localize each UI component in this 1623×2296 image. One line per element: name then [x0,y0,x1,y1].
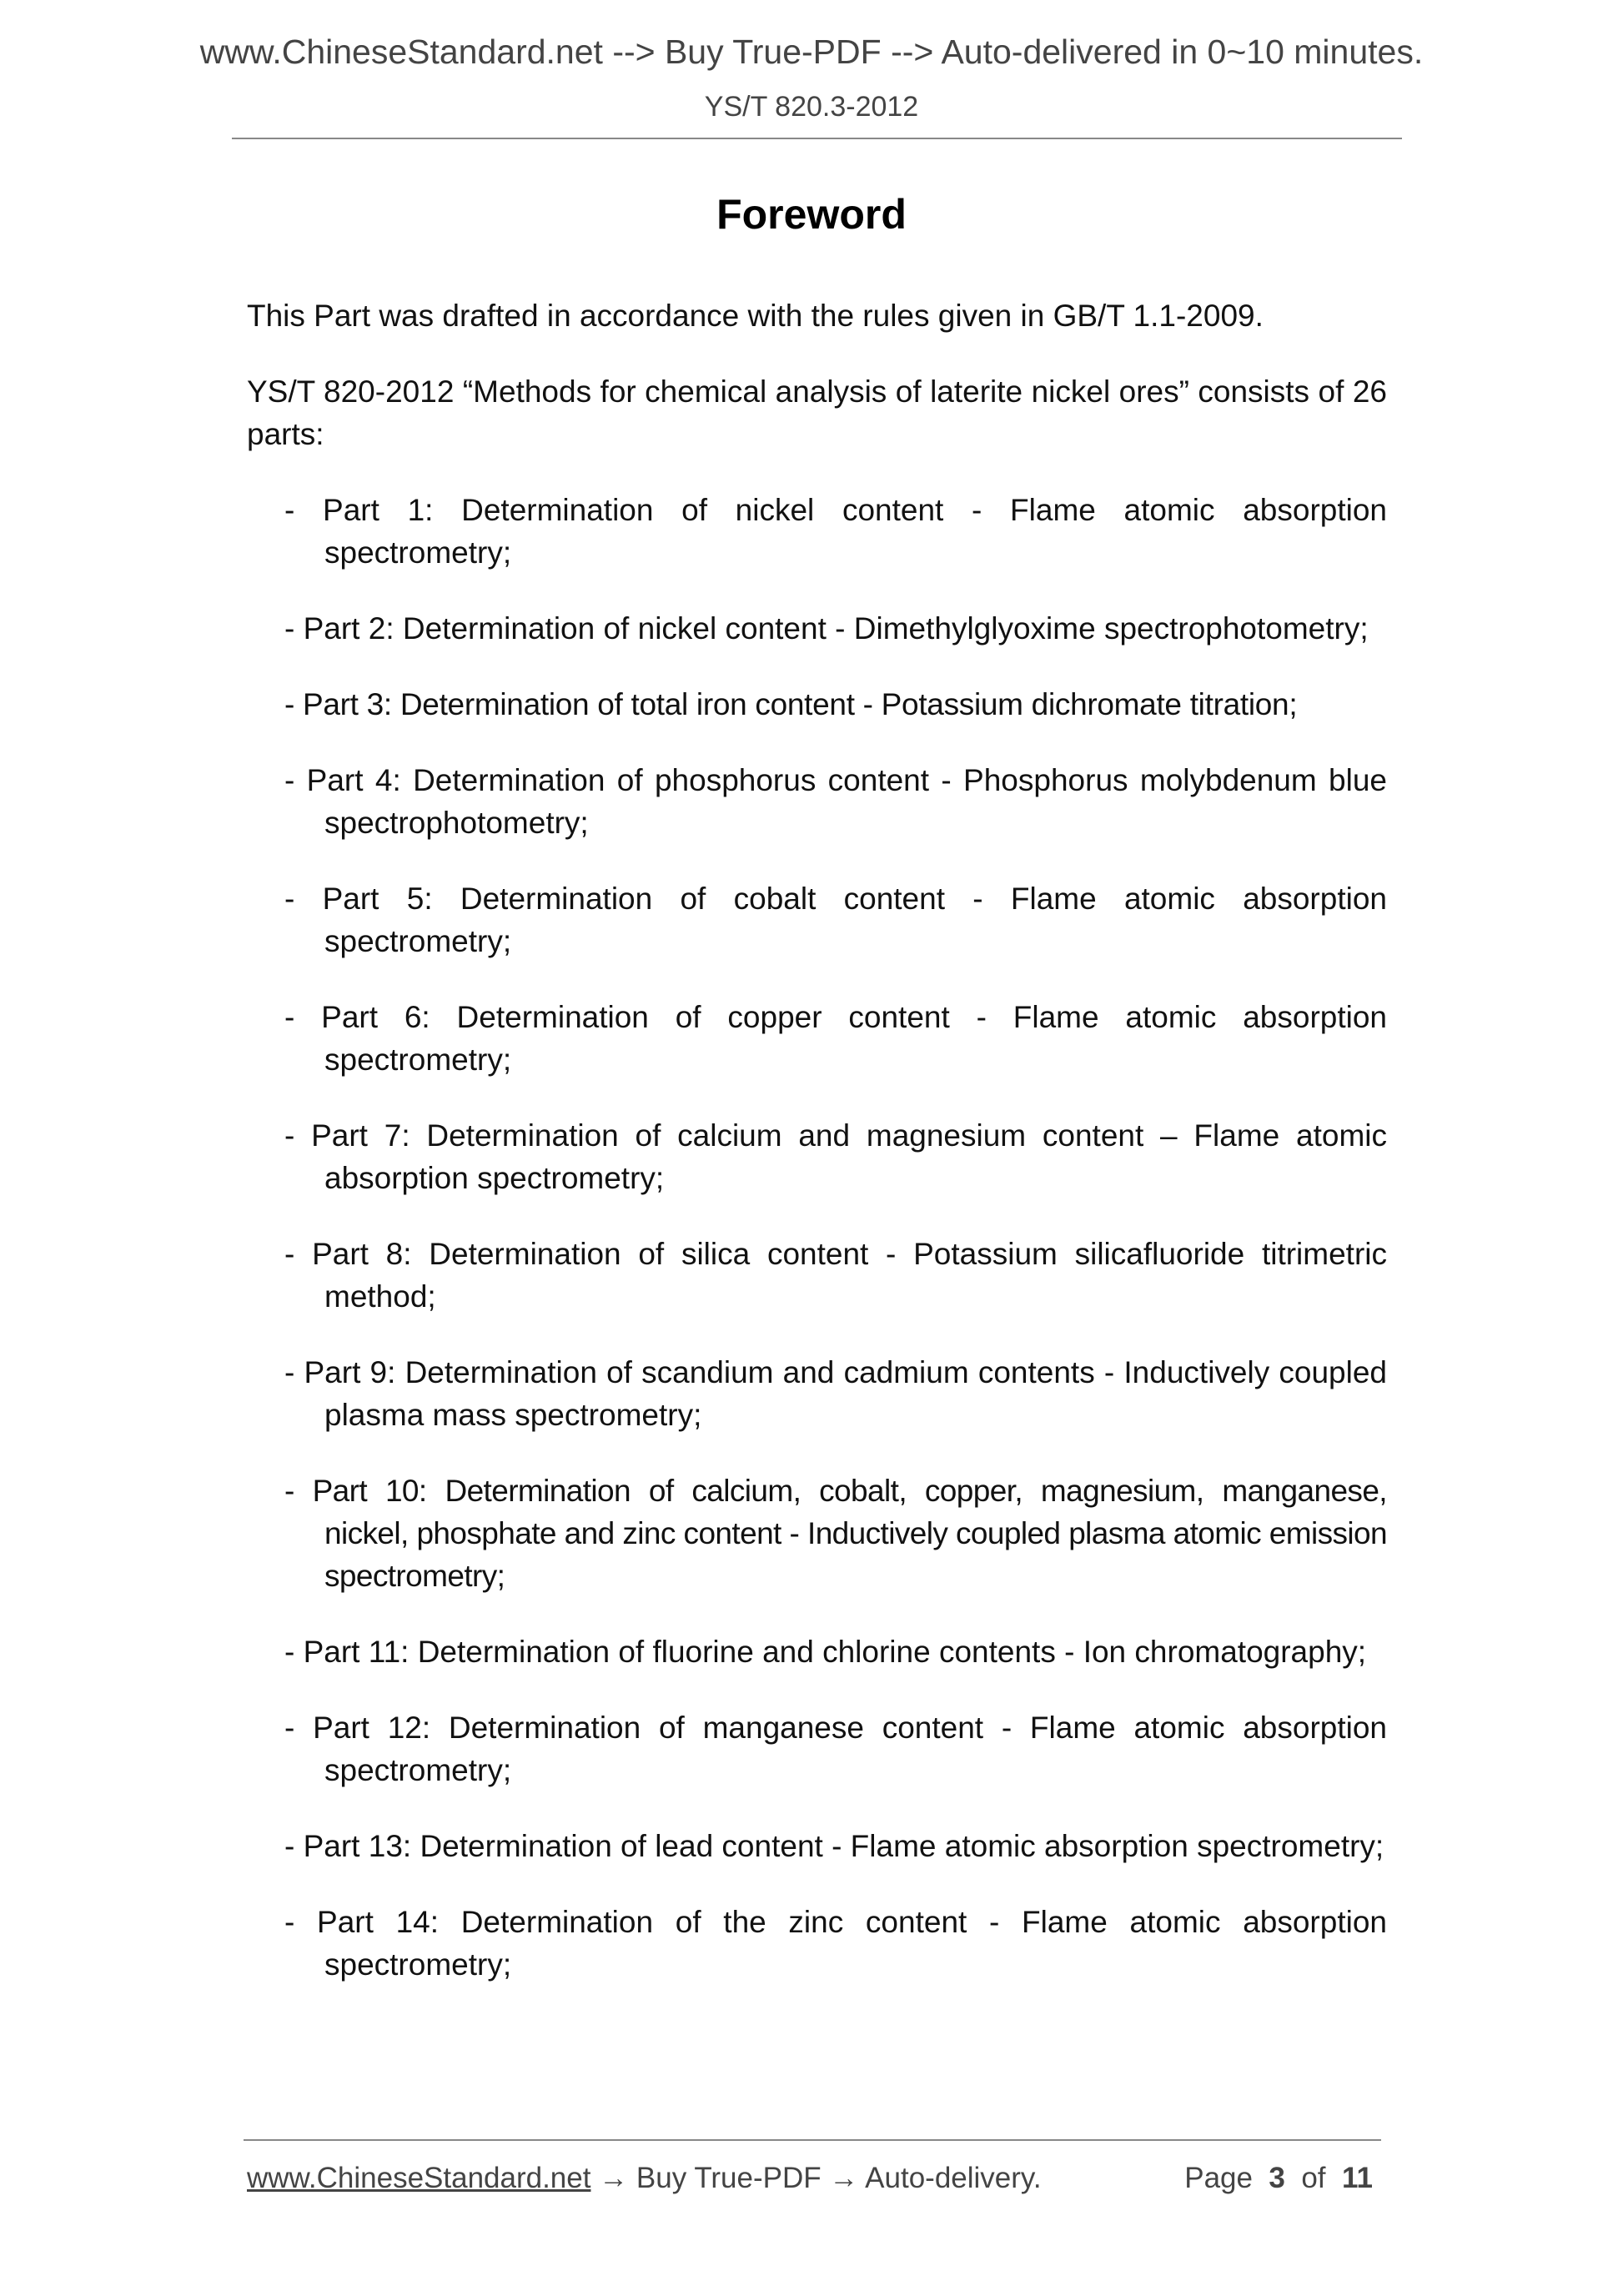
footer-left [247,2162,1042,2195]
list-item: - Part 11: Determination of fluorine and chlorine contents - Ion chromatography; [284,1635,1367,1669]
intro-paragraph: YS/T 820-2012 “Methods for chemical analysis of laterite nickel ores” consists of 26 parts: [247,374,1387,451]
list-item: - Part 6: Determination of copper content - Flame atomic absorption spectrometry; [284,1000,1387,1077]
header-divider [232,138,1402,139]
list-item: - Part 9: Determination of scandium and cadmium contents - Inductively coupled plasma mass spectrometry; [284,1355,1387,1432]
list-item: - Part 3: Determination of total iron content - Potassium dichromate titration; [284,687,1298,721]
page-total: 11 [1342,2162,1373,2194]
list-item: - Part 5: Determination of cobalt content - Flame atomic absorption spectrometry; [284,882,1387,958]
foreword-body [247,294,1387,2019]
intro-paragraph: This Part was drafted in accordance with the rules given in GB/T 1.1-2009. [247,299,1264,333]
list-item: - Part 7: Determination of calcium and magnesium content – Flame atomic absorption spectrometry; [284,1118,1387,1195]
list-item: - Part 2: Determination of nickel content - Dimethylglyoxime spectrophotometry; [284,611,1369,646]
standard-code: YS/T 820.3-2012 [704,91,919,123]
list-item: - Part 1: Determination of nickel content - Flame atomic absorption spectrometry; [284,493,1387,570]
list-item: - Part 10: Determination of calcium, cobalt, copper, magnesium, manganese, nickel, phosphate and zinc content - Inductively coupled plasma atomic emission spectrometry; [284,1474,1387,1593]
page-title: Foreword [716,191,907,238]
list-item: - Part 8: Determination of silica content - Potassium silicafluoride titrimetric method; [284,1237,1387,1314]
list-item: - Part 12: Determination of manganese content - Flame atomic absorption spectrometry; [284,1711,1387,1787]
page-indicator [1184,2162,1373,2195]
page-number: 3 [1269,2162,1285,2194]
of-label: of [1301,2162,1326,2194]
page-label: Page [1184,2162,1253,2194]
list-item: - Part 13: Determination of lead content - Flame atomic absorption spectrometry; [284,1829,1384,1863]
list-item: - Part 14: Determination of the zinc content - Flame atomic absorption spectrometry; [284,1905,1387,1982]
header-banner: www.ChineseStandard.net --> Buy True-PDF --> Auto-delivered in 0~10 minutes. [199,33,1424,71]
footer-divider [244,2139,1381,2141]
list-item: - Part 4: Determination of phosphorus content - Phosphorus molybdenum blue spectrophotometry; [284,763,1387,840]
footer-tagline: → Buy True-PDF → Auto-delivery. [590,2162,1042,2194]
footer-site-link[interactable]: www.ChineseStandard.net [247,2162,591,2194]
